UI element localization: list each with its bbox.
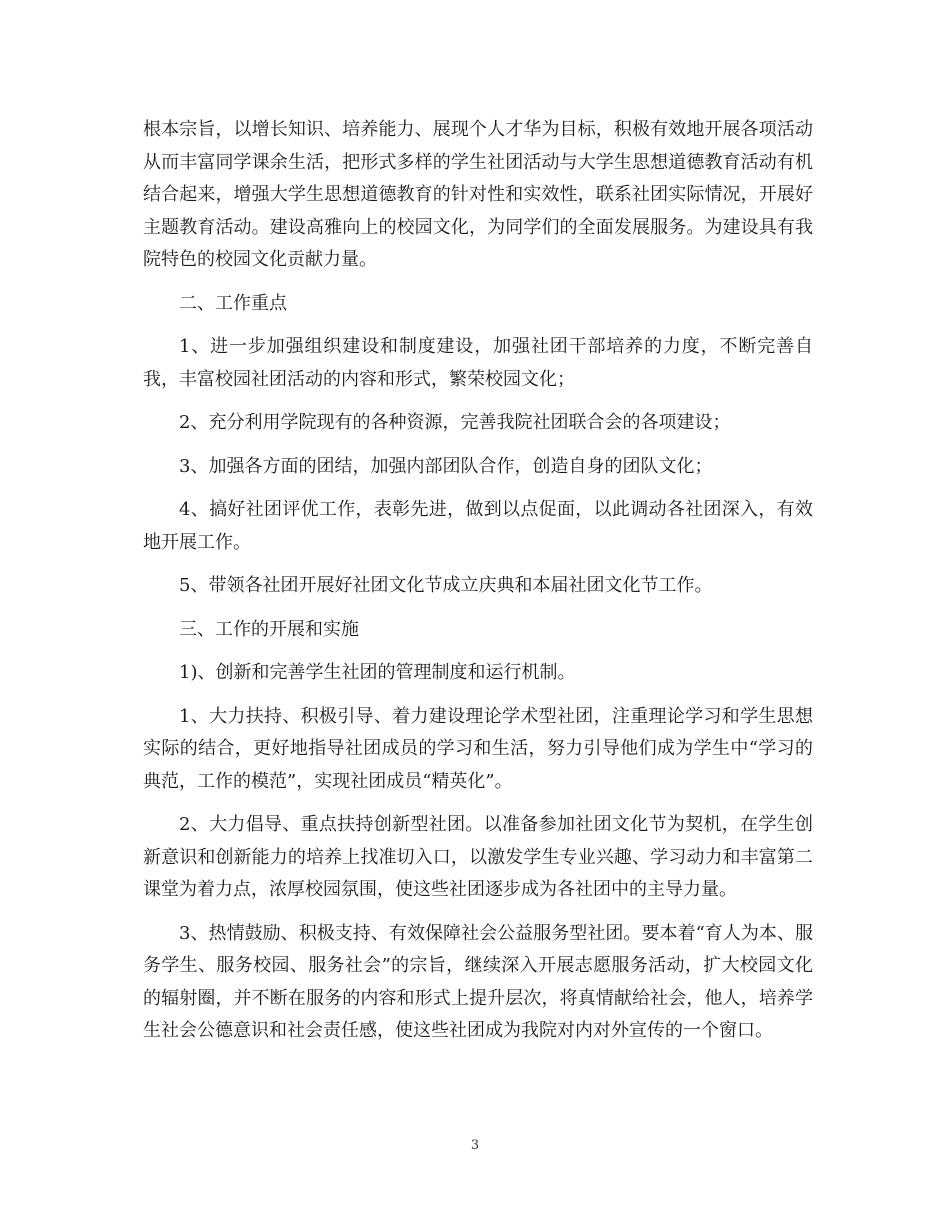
section-heading-implementation: 三、工作的开展和实施 (179, 618, 359, 640)
section-heading-work-focus: 二、工作重点 (179, 292, 287, 314)
implementation-item-1: 1、大力扶持、积极引导、着力建设理论学术型社团，注重理论学习和学生思想实际的结合，更好地指导社团成员的学习和生活，努力引导他们成为学生中“学习的典范，工作的模范”，实现社团成员“精英化”。 (143, 705, 813, 792)
subsection-heading-management: 1)、创新和完善学生社团的管理制度和运行机制。 (179, 662, 576, 683)
focus-item-3: 3、加强各方面的团结，加强内部团队合作，创造自身的团队文化； (179, 455, 713, 477)
focus-item-5: 5、带领各社团开展好社团文化节成立庆典和本届社团文化节工作。 (179, 575, 713, 596)
focus-item-2: 2、充分利用学院现有的各种资源，完善我院社团联合会的各项建设； (179, 412, 731, 433)
focus-item-4: 4、搞好社团评优工作，表彰先进，做到以点促面，以此调动各社团深入，有效地开展工作。 (143, 499, 813, 553)
document-body (143, 114, 813, 1059)
page-number: 3 (470, 1138, 480, 1153)
implementation-item-3: 3、热情鼓励、积极支持、有效保障社会公益服务型社团。要本着“育人为本、服务学生、服务校园、服务社会”的宗旨，继续深入开展志愿服务活动，扩大校园文化的辐射圈，并不断在服务的内容和形式上提升层次，将真情献给社会，他人，培养学生社会公德意识和社会责任感，使这些社团成为我院对内对外宣传的一个窗口。 (143, 922, 813, 1041)
paragraph-mission-continuation: 根本宗旨，以增长知识、培养能力、展现个人才华为目标，积极有效地开展各项活动从而丰富同学课余生活，把形式多样的学生社团活动与大学生思想道德教育活动有机结合起来，增强大学生思想道德教育的针对性和实效性，联系社团实际情况，开展好主题教育活动。建设高雅向上的校园文化，为同学们的全面发展服务。为建设具有我院特色的校园文化贡献力量。 (143, 119, 813, 270)
focus-item-1: 1、进一步加强组织建设和制度建设，加强社团干部培养的力度，不断完善自我，丰富校园社团活动的内容和形式，繁荣校园文化； (143, 336, 813, 390)
implementation-item-2: 2、大力倡导、重点扶持创新型社团。以准备参加社团文化节为契机，在学生创新意识和创新能力的培养上找准切入口，以激发学生专业兴趣、学习动力和丰富第二课堂为着力点，浓厚校园氛围，使这些社团逐步成为各社团中的主导力量。 (143, 814, 813, 900)
